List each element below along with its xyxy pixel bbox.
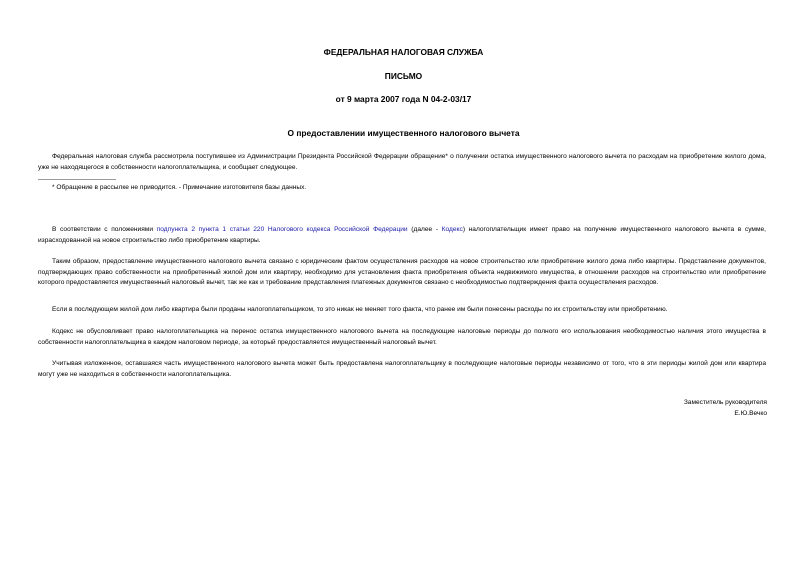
signature-block xyxy=(684,398,767,419)
paragraph-1-text-end: ) налогоплательщик имеет право на получение имущественного налогового вычета в сумме, израсходованной на новое строительство либо приобретение квартиры. xyxy=(38,226,766,244)
footnote-divider xyxy=(38,179,116,180)
signatory-position: Заместитель руководителя xyxy=(683,399,767,406)
paragraph-5: Учитывая изложенное, оставшаяся часть имущественного налогового вычета может быть предоставлена налогоплательщику в последующие налоговые периоды независимо от того, что в эти периоды жилой дом или квартира могут уже не находиться в собственности налогоплательщика. xyxy=(38,360,766,378)
date-and-number: от 9 марта 2007 года N 04-2-03/17 xyxy=(335,94,472,104)
document-type: ПИСЬМО xyxy=(384,71,423,81)
tax-code-link[interactable]: Кодекс xyxy=(441,226,463,233)
tax-code-article-link[interactable]: подпункта 2 пункта 1 статьи 220 Налогового кодекса Российской Федерации xyxy=(156,226,408,233)
document-title: О предоставлении имущественного налогового вычета xyxy=(287,128,520,138)
paragraph-1-text-start: В соответствии с положениями xyxy=(52,226,157,233)
paragraph-1-text-middle: (далее - xyxy=(407,226,442,233)
paragraph-4: Кодекс не обусловливает право налогоплательщика на перенос остатка имущественного налогового вычета на последующие налоговые периоды до полного его использования необходимостью наличия этого имущества в собственности налогоплательщика в каждом налоговом периоде, за который предоставляется имущественный налоговый вычет. xyxy=(38,328,766,346)
agency-heading: ФЕДЕРАЛЬНАЯ НАЛОГОВАЯ СЛУЖБА xyxy=(323,47,484,57)
paragraph-3: Если в последующем жилой дом либо квартира были проданы налогоплательщиком, то это никак не меняет того факта, что ранее им были понесены расходы по их строительству или приобретению. xyxy=(52,306,668,313)
paragraph-2: Таким образом, предоставление имущественного налогового вычета связано с юридическим фактом осуществления расходов на новое строительство или приобретение жилого дома либо квартиры. Представление документов, подтверждающих право собственности на приобретенный жилой дом или квартиру, необходимо для установления факта приобретения объекта недвижимого имущества, в отношении расходов на строительство или приобретение которого предоставляется имущественный налоговый вычет, так же как и требование представления платежных документов связано с необходимостью подтверждения факта осуществления расходов. xyxy=(38,258,766,286)
footnote: * Обращение в рассылке не приводится. - Примечание изготовителя базы данных. xyxy=(52,184,307,191)
intro-paragraph: Федеральная налоговая служба рассмотрела поступившее из Администрации Президента Российской Федерации обращение* о получении остатка имущественного налогового вычета по расходам на приобретение жилого дома, уже не находящегося в собственности налогоплательщика, и сообщает следующее. xyxy=(38,153,766,171)
paragraph-1 xyxy=(38,225,766,246)
signatory-name: Е.Ю.Вечко xyxy=(734,409,767,417)
